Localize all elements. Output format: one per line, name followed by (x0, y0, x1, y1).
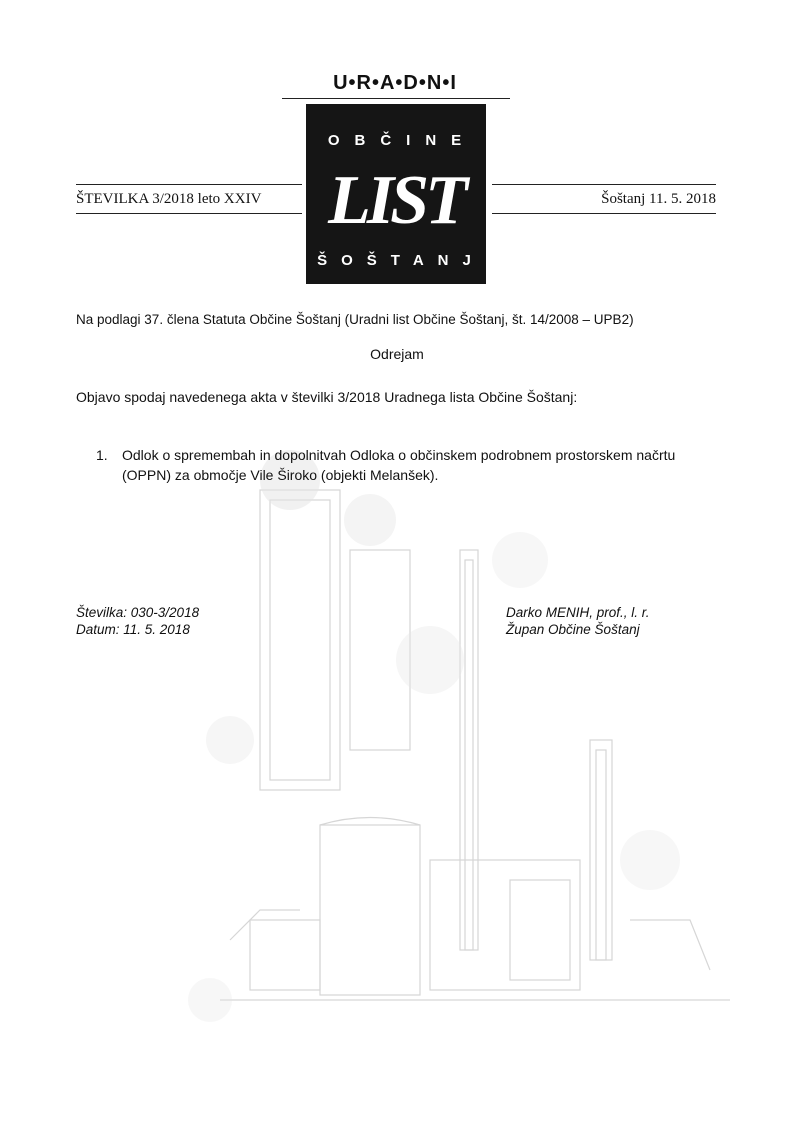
masthead-logo (306, 104, 486, 284)
list-item-text: Odlok o spremembah in dopolnitvah Odloka o občinskem podrobnem prostorskem načrtu (OPPN) za območje Vile Široko (objekti Melanšek). (122, 447, 676, 483)
signature-left (76, 604, 199, 638)
signature-right (506, 604, 650, 638)
issue-date: Šoštanj 11. 5. 2018 (601, 191, 716, 207)
issue-rule-bottom (76, 213, 302, 214)
signatory-title: Župan Občine Šoštanj (506, 622, 640, 637)
intro-paragraph: Na podlagi 37. člena Statuta Občine Šoštanj (Uradni list Občine Šoštanj, št. 14/2008 – UPB2) (76, 312, 634, 327)
logo-sostanj-text: ŠOŠTANJ (317, 252, 485, 269)
logo-obcine-text: OBČINE (327, 132, 477, 149)
date-rule-top (492, 184, 716, 185)
masthead-uradni: U•R•A•D•N•I (333, 72, 457, 94)
date-rule-bottom (492, 213, 716, 214)
logo-list-text: LIST (328, 162, 464, 239)
publish-paragraph: Objavo spodaj navedenega akta v številki 3/2018 Uradnega lista Občine Šoštanj: (76, 389, 578, 405)
issue-number: ŠTEVILKA 3/2018 leto XXIV (76, 191, 262, 207)
masthead-top-rule (282, 98, 510, 99)
document-date: Datum: 11. 5. 2018 (76, 622, 190, 637)
power-plant-illustration (170, 440, 760, 1080)
list-item-number: 1. (96, 447, 108, 463)
issue-rule-top (76, 184, 302, 185)
signatory-name: Darko MENIH, prof., l. r. (506, 605, 650, 620)
heading-odrejam: Odrejam (370, 346, 424, 362)
document-number: Številka: 030-3/2018 (76, 605, 200, 620)
